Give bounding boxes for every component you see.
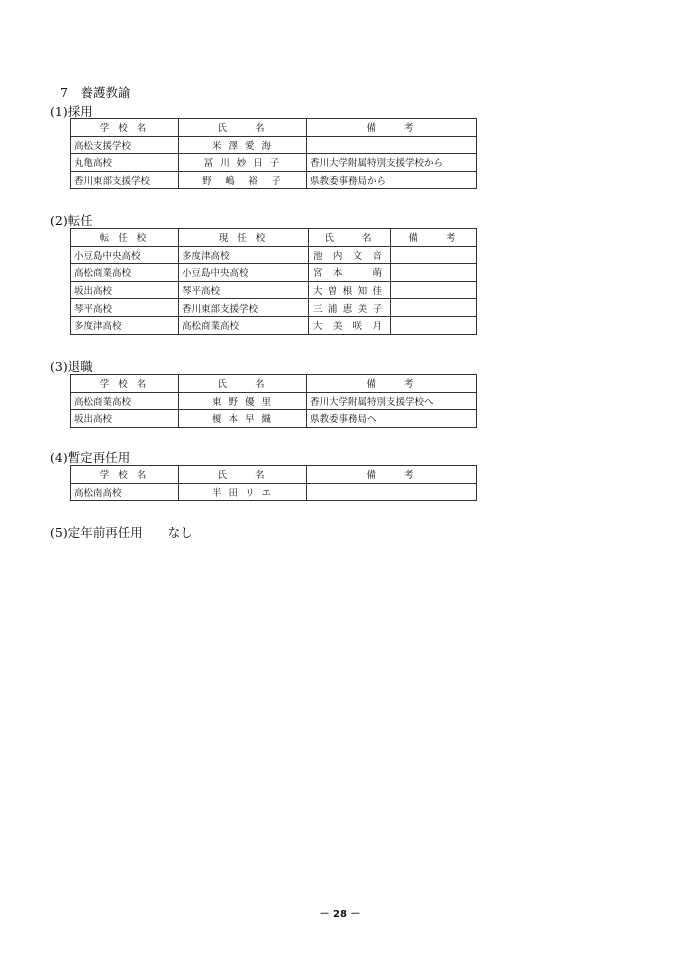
table-header-row — [71, 466, 477, 484]
note-cell: 香川大学附属特別支援学校から — [307, 154, 477, 172]
col-header: 氏 名 — [179, 119, 307, 137]
note-cell — [307, 136, 477, 154]
current-school-cell: 高松商業高校 — [179, 316, 309, 334]
note-cell — [391, 316, 477, 334]
table-row — [71, 246, 477, 264]
school-cell: 高松商業高校 — [71, 392, 179, 410]
taishoku-table — [70, 374, 477, 428]
col-header: 転 任 校 — [71, 229, 179, 247]
note-cell: 県教委事務局へ — [307, 410, 477, 428]
name-cell: 野 嶋 裕 子 — [179, 171, 307, 189]
col-header: 備 考 — [391, 229, 477, 247]
note-cell — [391, 264, 477, 282]
new-school-cell: 多度津高校 — [71, 316, 179, 334]
col-header: 氏 名 — [309, 229, 391, 247]
note-cell: 県教委事務局から — [307, 171, 477, 189]
table-header-row — [71, 119, 477, 137]
col-header: 氏 名 — [179, 466, 307, 484]
col-header: 学 校 名 — [71, 375, 179, 393]
name-cell: 三 浦 恵 美 子 — [309, 299, 391, 317]
table-row — [71, 171, 477, 189]
table-row — [71, 316, 477, 334]
tennin-heading: (2)転任 — [50, 213, 93, 228]
current-school-cell: 香川東部支援学校 — [179, 299, 309, 317]
name-cell: 大 美 咲 月 — [309, 316, 391, 334]
name-cell: 大 曽 根 知 佳 — [309, 281, 391, 299]
note-cell — [391, 299, 477, 317]
col-header: 備 考 — [307, 375, 477, 393]
current-school-cell: 小豆島中央高校 — [179, 264, 309, 282]
name-cell: 宮 本 萌 — [309, 264, 391, 282]
new-school-cell: 坂出高校 — [71, 281, 179, 299]
new-school-cell: 小豆島中央高校 — [71, 246, 179, 264]
new-school-cell: 高松商業高校 — [71, 264, 179, 282]
zantei-heading: (4)暫定再任用 — [50, 450, 131, 465]
school-cell: 坂出高校 — [71, 410, 179, 428]
current-school-cell: 琴平高校 — [179, 281, 309, 299]
table-row — [71, 392, 477, 410]
tennin-table — [70, 228, 477, 335]
col-header: 備 考 — [307, 466, 477, 484]
name-cell: 池 内 文 音 — [309, 246, 391, 264]
taishoku-heading: (3)退職 — [50, 359, 93, 374]
table-header-row — [71, 375, 477, 393]
name-cell: 冨 川 妙 日 子 — [179, 154, 307, 172]
school-cell: 高松支援学校 — [71, 136, 179, 154]
school-cell: 香川東部支援学校 — [71, 171, 179, 189]
teinen-heading: (5)定年前再任用 なし — [50, 525, 193, 540]
school-cell: 丸亀高校 — [71, 154, 179, 172]
saiyo-heading: (1)採用 — [50, 104, 93, 119]
name-cell: 半 田 リ エ — [179, 483, 307, 501]
col-header: 学 校 名 — [71, 466, 179, 484]
col-header: 学 校 名 — [71, 119, 179, 137]
note-cell — [391, 246, 477, 264]
current-school-cell: 多度津高校 — [179, 246, 309, 264]
new-school-cell: 琴平高校 — [71, 299, 179, 317]
note-cell — [391, 281, 477, 299]
saiyo-table — [70, 118, 477, 189]
table-row — [71, 410, 477, 428]
table-row — [71, 483, 477, 501]
table-row — [71, 154, 477, 172]
school-cell: 高松南高校 — [71, 483, 179, 501]
col-header: 氏 名 — [179, 375, 307, 393]
note-cell — [307, 483, 477, 501]
col-header: 備 考 — [307, 119, 477, 137]
note-cell: 香川大学附属特別支援学校へ — [307, 392, 477, 410]
col-header: 現 任 校 — [179, 229, 309, 247]
table-row — [71, 299, 477, 317]
page-number: － 28 － — [319, 909, 361, 920]
name-cell: 東 野 優 里 — [179, 392, 307, 410]
section-title: 7 養護教諭 — [60, 85, 131, 100]
name-cell: 榎 本 早 織 — [179, 410, 307, 428]
table-row — [71, 264, 477, 282]
table-row — [71, 136, 477, 154]
name-cell: 米 澤 愛 海 — [179, 136, 307, 154]
table-header-row — [71, 229, 477, 247]
zantei-table — [70, 465, 477, 501]
table-row — [71, 281, 477, 299]
